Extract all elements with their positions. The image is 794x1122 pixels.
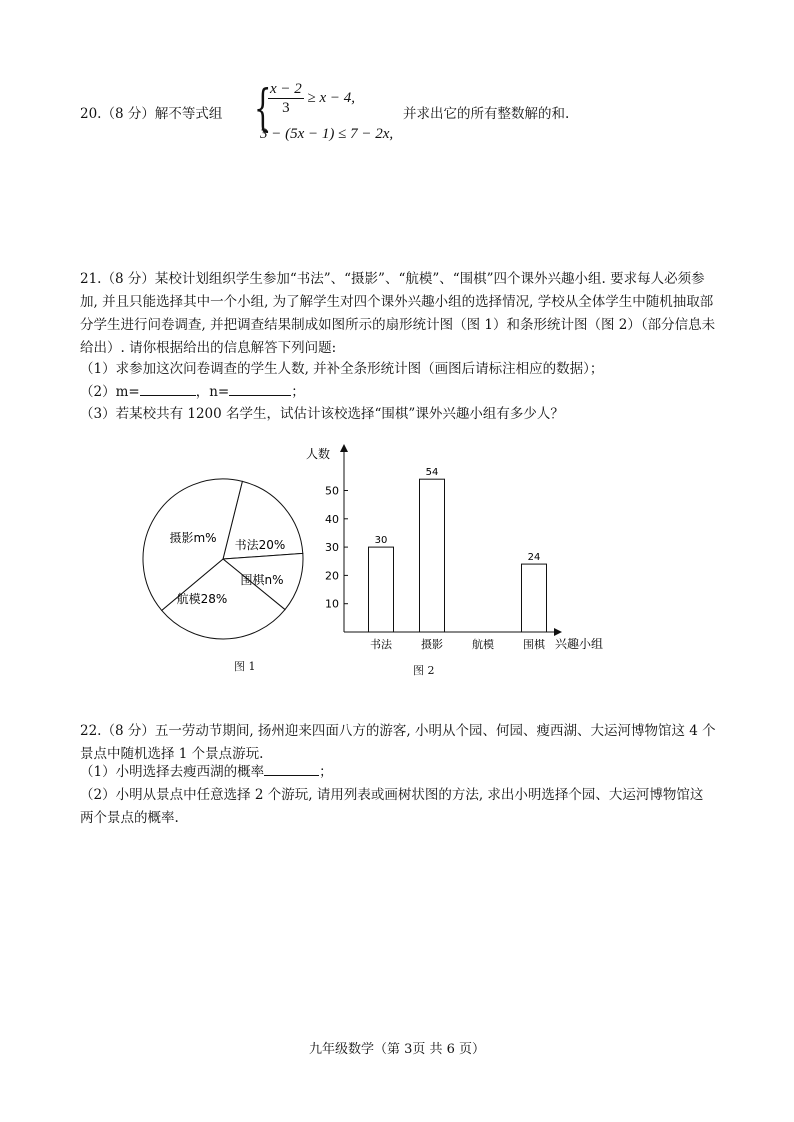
pie-chart xyxy=(140,476,306,642)
bar-chart xyxy=(300,440,620,660)
q21-intro: 21.（8 分）某校计划组织学生参加“书法”、“摄影”、“航模”、“围棋”四个课外兴趣小组. 要求每人必须参加, 并且只能选择其中一个小组, 为了解学生对四个课外兴趣小组的选择情况, 学校从全体学生中随机抽取部分学生进行问卷调查, 并把调查结果制成如图所示的扇形统计图（图 1）和条形统计图（图 2）（部分信息未给出）. 请你根据给出的信息解答下列问题: xyxy=(80,271,716,356)
left-brace: { xyxy=(254,79,272,137)
fig1-caption: 图 1 xyxy=(234,660,256,673)
q20-tail: 并求出它的所有整数解的和. xyxy=(403,106,570,122)
pie-label-hangmo: 航模28% xyxy=(176,592,228,606)
y-tick-label-10: 10 xyxy=(325,597,339,611)
q22-sub1-suffix: ； xyxy=(319,764,333,780)
category-label-0: 书法 xyxy=(370,638,392,651)
q20-eq1-denominator: 3 xyxy=(282,100,290,116)
page-footer: 九年级数学（第 3页 共 6 页） xyxy=(308,1042,486,1057)
probability-answer-blank[interactable] xyxy=(264,761,319,776)
category-label-1: 摄影 xyxy=(421,638,443,651)
q20-eq1-numerator: x − 2 xyxy=(270,81,302,97)
y-axis-label: 人数 xyxy=(306,447,331,461)
n-answer-blank[interactable] xyxy=(229,381,291,396)
y-tick-label-20: 20 xyxy=(325,569,339,583)
q21-sub2-prefix: （2）m= xyxy=(80,384,140,400)
y-tick-label-30: 30 xyxy=(325,541,339,555)
pie-slices xyxy=(143,479,303,639)
pie-label-sheying: 摄影m% xyxy=(169,531,217,545)
pie-label-weiqi: 围棋n% xyxy=(240,573,284,587)
q20-inequality-2: 3 − (5x − 1) ≤ 7 − 2x, xyxy=(260,126,394,142)
q21-sub1: （1）求参加这次问卷调查的学生人数, 并补全条形统计图（画图后请标注相应的数据）； xyxy=(80,361,604,377)
q21-sub2-mid: ，n= xyxy=(195,384,230,400)
fig2-caption: 图 2 xyxy=(413,664,435,677)
q21-sub2 xyxy=(80,381,305,403)
bars xyxy=(325,467,547,651)
bar-value-label-1: 54 xyxy=(425,467,439,479)
category-label-3: 围棋 xyxy=(523,638,545,651)
m-answer-blank[interactable] xyxy=(140,381,196,396)
bar-value-label-3: 24 xyxy=(527,552,541,564)
bar-1 xyxy=(420,479,445,632)
bar-value-label-0: 30 xyxy=(374,535,388,547)
q22-sub2: （2）小明从景点中任意选择 2 个游玩, 请用列表或画树状图的方法, 求出小明选择个园、大运河博物馆这两个景点的概率. xyxy=(80,787,704,826)
q22-intro: 22.（8 分）五一劳动节期间, 扬州迎来四面八方的游客, 小明从个园、何园、瘦西湖、大运河博物馆这 4 个景点中随机选择 1 个景点游玩. xyxy=(80,723,716,762)
pie-label-shufa: 书法20% xyxy=(234,538,286,552)
bar-0 xyxy=(369,547,394,632)
q20-eq1-rest: ≥ x − 4, xyxy=(307,90,356,106)
x-axis-label: 兴趣小组 xyxy=(555,637,604,651)
q21-sub3: （3）若某校共有 1200 名学生，试估计该校选择“围棋”课外兴趣小组有多少人？ xyxy=(80,406,564,422)
y-tick-label-50: 50 xyxy=(325,484,339,498)
category-label-2: 航模 xyxy=(472,638,494,651)
q22-sub1-prefix: （1）小明选择去瘦西湖的概率 xyxy=(80,764,265,780)
bar-3 xyxy=(522,564,547,632)
y-tick-label-40: 40 xyxy=(325,512,339,526)
q22-sub1 xyxy=(80,761,333,783)
q21-sub2-suffix: ； xyxy=(291,384,305,400)
q20-label: 20.（8 分）解不等式组 xyxy=(80,106,223,122)
q20-inequality-1 xyxy=(268,80,355,117)
